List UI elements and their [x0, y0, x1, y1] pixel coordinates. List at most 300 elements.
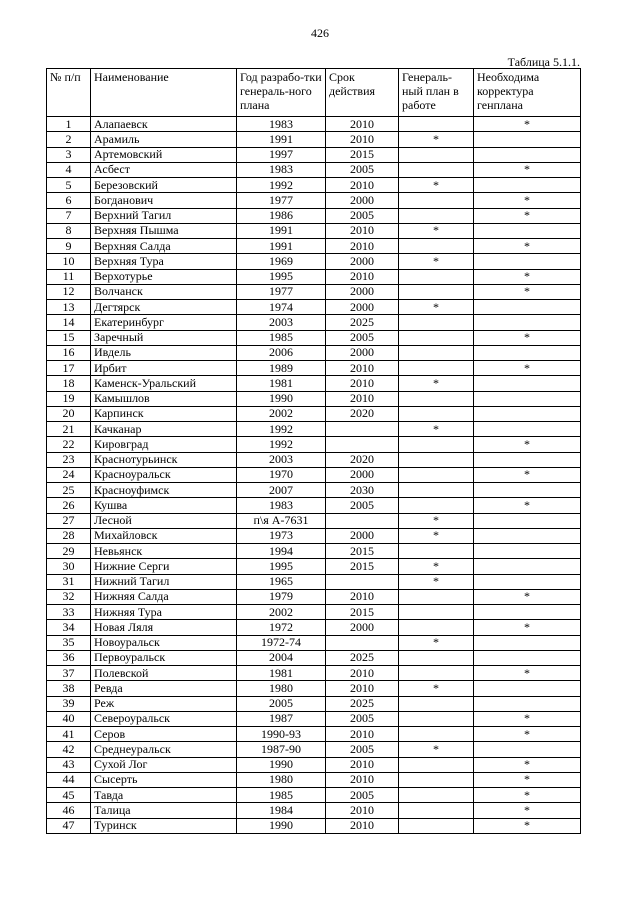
table-row: [47, 574, 581, 589]
row-development-year: 1980: [237, 772, 326, 787]
row-development-year: 2003: [237, 315, 326, 330]
table-row: [47, 315, 581, 330]
row-correction-needed: *: [474, 788, 581, 803]
row-name: Ивдель: [91, 345, 237, 360]
row-correction-needed: [474, 223, 581, 238]
row-name: Тавда: [91, 788, 237, 803]
row-development-year: 1990: [237, 391, 326, 406]
row-plan-in-work: *: [399, 681, 474, 696]
table-row: [47, 711, 581, 726]
row-plan-in-work: [399, 605, 474, 620]
row-name: Алапаевск: [91, 117, 237, 132]
row-plan-in-work: [399, 208, 474, 223]
row-plan-in-work: [399, 772, 474, 787]
row-plan-in-work: *: [399, 574, 474, 589]
row-plan-in-work: [399, 284, 474, 299]
row-correction-needed: [474, 254, 581, 269]
row-correction-needed: *: [474, 666, 581, 681]
row-validity-term: 2005: [326, 162, 399, 177]
row-name: Нижний Тагил: [91, 574, 237, 589]
row-number: 10: [47, 254, 91, 269]
row-plan-in-work: *: [399, 132, 474, 147]
row-plan-in-work: [399, 711, 474, 726]
row-validity-term: 2010: [326, 803, 399, 818]
row-number: 12: [47, 284, 91, 299]
table-row: [47, 391, 581, 406]
row-correction-needed: [474, 574, 581, 589]
header-development-year: Год разрабо-тки генераль-ного плана: [237, 69, 326, 117]
row-name: Лесной: [91, 513, 237, 528]
row-development-year: 1984: [237, 803, 326, 818]
table-row: [47, 727, 581, 742]
row-correction-needed: *: [474, 239, 581, 254]
row-correction-needed: *: [474, 711, 581, 726]
row-development-year: 1974: [237, 300, 326, 315]
row-number: 4: [47, 162, 91, 177]
row-development-year: 1991: [237, 223, 326, 238]
table-row: [47, 452, 581, 467]
row-validity-term: 2000: [326, 345, 399, 360]
row-plan-in-work: *: [399, 376, 474, 391]
row-development-year: 1990-93: [237, 727, 326, 742]
row-number: 45: [47, 788, 91, 803]
table-row: [47, 498, 581, 513]
row-number: 31: [47, 574, 91, 589]
row-number: 46: [47, 803, 91, 818]
row-development-year: 2002: [237, 406, 326, 421]
table-row: [47, 330, 581, 345]
row-number: 38: [47, 681, 91, 696]
header-correction-needed: Необходима корректура генплана: [474, 69, 581, 117]
header-row: [47, 69, 581, 117]
row-validity-term: 2000: [326, 300, 399, 315]
row-validity-term: 2000: [326, 193, 399, 208]
row-name: Сухой Лог: [91, 757, 237, 772]
table-row: [47, 223, 581, 238]
table-row: [47, 239, 581, 254]
row-validity-term: 2015: [326, 605, 399, 620]
row-correction-needed: *: [474, 803, 581, 818]
table-row: [47, 605, 581, 620]
row-plan-in-work: *: [399, 635, 474, 650]
row-development-year: 1965: [237, 574, 326, 589]
row-correction-needed: *: [474, 330, 581, 345]
row-name: Карпинск: [91, 406, 237, 421]
row-plan-in-work: *: [399, 178, 474, 193]
table-row: [47, 818, 581, 833]
table-row: [47, 422, 581, 437]
row-development-year: 1986: [237, 208, 326, 223]
row-validity-term: 2025: [326, 315, 399, 330]
row-number: 41: [47, 727, 91, 742]
row-name: Нижние Серги: [91, 559, 237, 574]
row-development-year: 2005: [237, 696, 326, 711]
row-correction-needed: [474, 605, 581, 620]
row-plan-in-work: *: [399, 223, 474, 238]
table-row: [47, 254, 581, 269]
row-validity-term: [326, 513, 399, 528]
row-name: Верхняя Салда: [91, 239, 237, 254]
table-row: [47, 193, 581, 208]
row-name: Серов: [91, 727, 237, 742]
table-row: [47, 208, 581, 223]
row-development-year: 1969: [237, 254, 326, 269]
row-number: 35: [47, 635, 91, 650]
table-row: [47, 284, 581, 299]
row-development-year: 1997: [237, 147, 326, 162]
row-validity-term: 2005: [326, 498, 399, 513]
table-row: [47, 376, 581, 391]
table-row: [47, 467, 581, 482]
row-correction-needed: *: [474, 467, 581, 482]
row-correction-needed: [474, 650, 581, 665]
row-validity-term: 2000: [326, 284, 399, 299]
row-development-year: 2007: [237, 483, 326, 498]
row-development-year: 1973: [237, 528, 326, 543]
row-number: 18: [47, 376, 91, 391]
row-development-year: 1990: [237, 818, 326, 833]
row-development-year: 1980: [237, 681, 326, 696]
row-name: Реж: [91, 696, 237, 711]
row-correction-needed: [474, 681, 581, 696]
row-plan-in-work: [399, 406, 474, 421]
row-number: 25: [47, 483, 91, 498]
row-plan-in-work: [399, 650, 474, 665]
table-row: [47, 406, 581, 421]
row-correction-needed: [474, 635, 581, 650]
table-row: [47, 772, 581, 787]
row-development-year: 1991: [237, 239, 326, 254]
row-correction-needed: [474, 345, 581, 360]
row-name: Верхотурье: [91, 269, 237, 284]
row-validity-term: [326, 437, 399, 452]
row-validity-term: 2025: [326, 650, 399, 665]
row-correction-needed: *: [474, 620, 581, 635]
row-validity-term: [326, 574, 399, 589]
page-number: 426: [311, 26, 329, 40]
row-number: 3: [47, 147, 91, 162]
row-validity-term: 2000: [326, 528, 399, 543]
row-plan-in-work: *: [399, 254, 474, 269]
row-number: 37: [47, 666, 91, 681]
row-plan-in-work: [399, 193, 474, 208]
row-development-year: 1983: [237, 162, 326, 177]
row-number: 17: [47, 361, 91, 376]
row-correction-needed: [474, 147, 581, 162]
row-plan-in-work: *: [399, 422, 474, 437]
row-validity-term: 2000: [326, 467, 399, 482]
table-row: [47, 788, 581, 803]
row-development-year: 1994: [237, 544, 326, 559]
row-name: Асбест: [91, 162, 237, 177]
row-number: 9: [47, 239, 91, 254]
row-name: Каменск-Уральский: [91, 376, 237, 391]
row-validity-term: 2010: [326, 239, 399, 254]
table-row: [47, 757, 581, 772]
row-name: Качканар: [91, 422, 237, 437]
row-development-year: 1992: [237, 422, 326, 437]
row-plan-in-work: [399, 803, 474, 818]
table-row: [47, 483, 581, 498]
row-development-year: 2006: [237, 345, 326, 360]
row-correction-needed: [474, 376, 581, 391]
row-development-year: 1987: [237, 711, 326, 726]
row-validity-term: 2015: [326, 147, 399, 162]
row-validity-term: 2010: [326, 391, 399, 406]
row-number: 32: [47, 589, 91, 604]
row-validity-term: 2020: [326, 406, 399, 421]
row-plan-in-work: [399, 498, 474, 513]
row-validity-term: 2005: [326, 208, 399, 223]
row-number: 6: [47, 193, 91, 208]
table-body: [47, 117, 581, 834]
row-validity-term: 2005: [326, 330, 399, 345]
row-correction-needed: *: [474, 757, 581, 772]
row-development-year: 1989: [237, 361, 326, 376]
row-correction-needed: *: [474, 208, 581, 223]
row-name: Михайловск: [91, 528, 237, 543]
row-name: Камышлов: [91, 391, 237, 406]
row-plan-in-work: [399, 345, 474, 360]
row-number: 26: [47, 498, 91, 513]
row-name: Артемовский: [91, 147, 237, 162]
row-validity-term: 2015: [326, 559, 399, 574]
table-row: [47, 681, 581, 696]
table-row: [47, 117, 581, 132]
row-plan-in-work: [399, 117, 474, 132]
row-validity-term: 2015: [326, 544, 399, 559]
table-row: [47, 666, 581, 681]
row-validity-term: 2010: [326, 681, 399, 696]
row-correction-needed: [474, 528, 581, 543]
row-plan-in-work: [399, 818, 474, 833]
row-correction-needed: *: [474, 193, 581, 208]
row-validity-term: 2010: [326, 589, 399, 604]
row-development-year: 1992: [237, 178, 326, 193]
row-plan-in-work: [399, 589, 474, 604]
row-validity-term: 2005: [326, 788, 399, 803]
table-header: [47, 69, 581, 117]
row-plan-in-work: [399, 696, 474, 711]
row-name: Сысерть: [91, 772, 237, 787]
row-name: Полевской: [91, 666, 237, 681]
row-name: Верхний Тагил: [91, 208, 237, 223]
row-name: Первоуральск: [91, 650, 237, 665]
row-plan-in-work: [399, 467, 474, 482]
row-number: 15: [47, 330, 91, 345]
row-development-year: 1977: [237, 284, 326, 299]
row-plan-in-work: [399, 483, 474, 498]
table-row: [47, 589, 581, 604]
row-number: 20: [47, 406, 91, 421]
row-development-year: 1979: [237, 589, 326, 604]
row-number: 11: [47, 269, 91, 284]
row-name: Красноуральск: [91, 467, 237, 482]
row-name: Березовский: [91, 178, 237, 193]
row-validity-term: 2010: [326, 223, 399, 238]
table-row: [47, 361, 581, 376]
row-correction-needed: [474, 132, 581, 147]
row-plan-in-work: [399, 788, 474, 803]
row-development-year: 1991: [237, 132, 326, 147]
table-row: [47, 742, 581, 757]
row-development-year: 1972: [237, 620, 326, 635]
row-name: Нижняя Тура: [91, 605, 237, 620]
row-development-year: 2004: [237, 650, 326, 665]
row-validity-term: 2010: [326, 666, 399, 681]
table-row: [47, 132, 581, 147]
row-validity-term: 2000: [326, 254, 399, 269]
row-development-year: 1987-90: [237, 742, 326, 757]
row-correction-needed: *: [474, 361, 581, 376]
row-number: 8: [47, 223, 91, 238]
row-plan-in-work: [399, 361, 474, 376]
row-development-year: 2002: [237, 605, 326, 620]
row-plan-in-work: *: [399, 528, 474, 543]
row-number: 36: [47, 650, 91, 665]
row-plan-in-work: *: [399, 300, 474, 315]
table-row: [47, 437, 581, 452]
table-row: [47, 544, 581, 559]
row-number: 29: [47, 544, 91, 559]
row-correction-needed: [474, 513, 581, 528]
row-name: Дегтярск: [91, 300, 237, 315]
table-row: [47, 513, 581, 528]
row-plan-in-work: [399, 147, 474, 162]
table-row: [47, 345, 581, 360]
row-validity-term: 2010: [326, 727, 399, 742]
row-number: 40: [47, 711, 91, 726]
row-name: Волчанск: [91, 284, 237, 299]
table-row: [47, 635, 581, 650]
row-name: Екатеринбург: [91, 315, 237, 330]
row-validity-term: [326, 635, 399, 650]
header-validity-term: Срок действия: [326, 69, 399, 117]
row-name: Невьянск: [91, 544, 237, 559]
row-number: 13: [47, 300, 91, 315]
row-correction-needed: [474, 742, 581, 757]
row-development-year: 1992: [237, 437, 326, 452]
row-correction-needed: [474, 696, 581, 711]
row-correction-needed: [474, 422, 581, 437]
row-plan-in-work: [399, 666, 474, 681]
row-correction-needed: *: [474, 589, 581, 604]
row-correction-needed: [474, 483, 581, 498]
header-name: Наименование: [91, 69, 237, 117]
row-plan-in-work: [399, 727, 474, 742]
row-number: 39: [47, 696, 91, 711]
row-plan-in-work: [399, 315, 474, 330]
row-correction-needed: [474, 406, 581, 421]
row-name: Богданович: [91, 193, 237, 208]
row-validity-term: 2000: [326, 620, 399, 635]
row-plan-in-work: [399, 437, 474, 452]
row-name: Кировград: [91, 437, 237, 452]
row-number: 19: [47, 391, 91, 406]
row-correction-needed: [474, 391, 581, 406]
row-name: Североуральск: [91, 711, 237, 726]
row-correction-needed: *: [474, 117, 581, 132]
row-plan-in-work: [399, 162, 474, 177]
row-correction-needed: [474, 300, 581, 315]
row-development-year: 1981: [237, 666, 326, 681]
row-number: 34: [47, 620, 91, 635]
table-row: [47, 178, 581, 193]
general-plans-table: [46, 68, 581, 834]
row-correction-needed: *: [474, 498, 581, 513]
row-plan-in-work: [399, 391, 474, 406]
row-correction-needed: *: [474, 162, 581, 177]
row-validity-term: 2010: [326, 132, 399, 147]
row-name: Талица: [91, 803, 237, 818]
row-validity-term: 2005: [326, 742, 399, 757]
row-development-year: 1983: [237, 117, 326, 132]
row-correction-needed: *: [474, 727, 581, 742]
row-development-year: п\я А-7631: [237, 513, 326, 528]
row-validity-term: 2020: [326, 452, 399, 467]
row-correction-needed: *: [474, 269, 581, 284]
row-name: Краснотурьинск: [91, 452, 237, 467]
row-correction-needed: *: [474, 772, 581, 787]
row-validity-term: 2010: [326, 361, 399, 376]
row-validity-term: 2010: [326, 376, 399, 391]
row-plan-in-work: [399, 330, 474, 345]
table-caption: Таблица 5.1.1.: [507, 55, 580, 69]
row-correction-needed: [474, 315, 581, 330]
row-development-year: 1990: [237, 757, 326, 772]
row-name: Верхняя Тура: [91, 254, 237, 269]
row-validity-term: 2010: [326, 772, 399, 787]
row-number: 14: [47, 315, 91, 330]
row-plan-in-work: [399, 620, 474, 635]
row-plan-in-work: [399, 544, 474, 559]
row-name: Красноуфимск: [91, 483, 237, 498]
row-number: 43: [47, 757, 91, 772]
row-development-year: 2003: [237, 452, 326, 467]
row-plan-in-work: [399, 757, 474, 772]
row-plan-in-work: [399, 452, 474, 467]
row-development-year: 1970: [237, 467, 326, 482]
row-correction-needed: *: [474, 818, 581, 833]
row-number: 21: [47, 422, 91, 437]
row-correction-needed: *: [474, 284, 581, 299]
row-name: Ревда: [91, 681, 237, 696]
row-number: 47: [47, 818, 91, 833]
table-row: [47, 528, 581, 543]
row-validity-term: 2010: [326, 178, 399, 193]
row-validity-term: [326, 422, 399, 437]
row-number: 44: [47, 772, 91, 787]
row-development-year: 1977: [237, 193, 326, 208]
header-plan-in-work: Генераль-ный план в работе: [399, 69, 474, 117]
table-row: [47, 620, 581, 635]
row-development-year: 1985: [237, 330, 326, 345]
row-correction-needed: [474, 178, 581, 193]
row-validity-term: 2010: [326, 818, 399, 833]
header-number: № п/п: [47, 69, 91, 117]
row-correction-needed: [474, 452, 581, 467]
row-number: 42: [47, 742, 91, 757]
row-validity-term: 2010: [326, 269, 399, 284]
row-plan-in-work: *: [399, 742, 474, 757]
table-row: [47, 650, 581, 665]
row-correction-needed: *: [474, 437, 581, 452]
row-number: 24: [47, 467, 91, 482]
table-row: [47, 300, 581, 315]
row-name: Нижняя Салда: [91, 589, 237, 604]
row-name: Кушва: [91, 498, 237, 513]
table-row: [47, 696, 581, 711]
